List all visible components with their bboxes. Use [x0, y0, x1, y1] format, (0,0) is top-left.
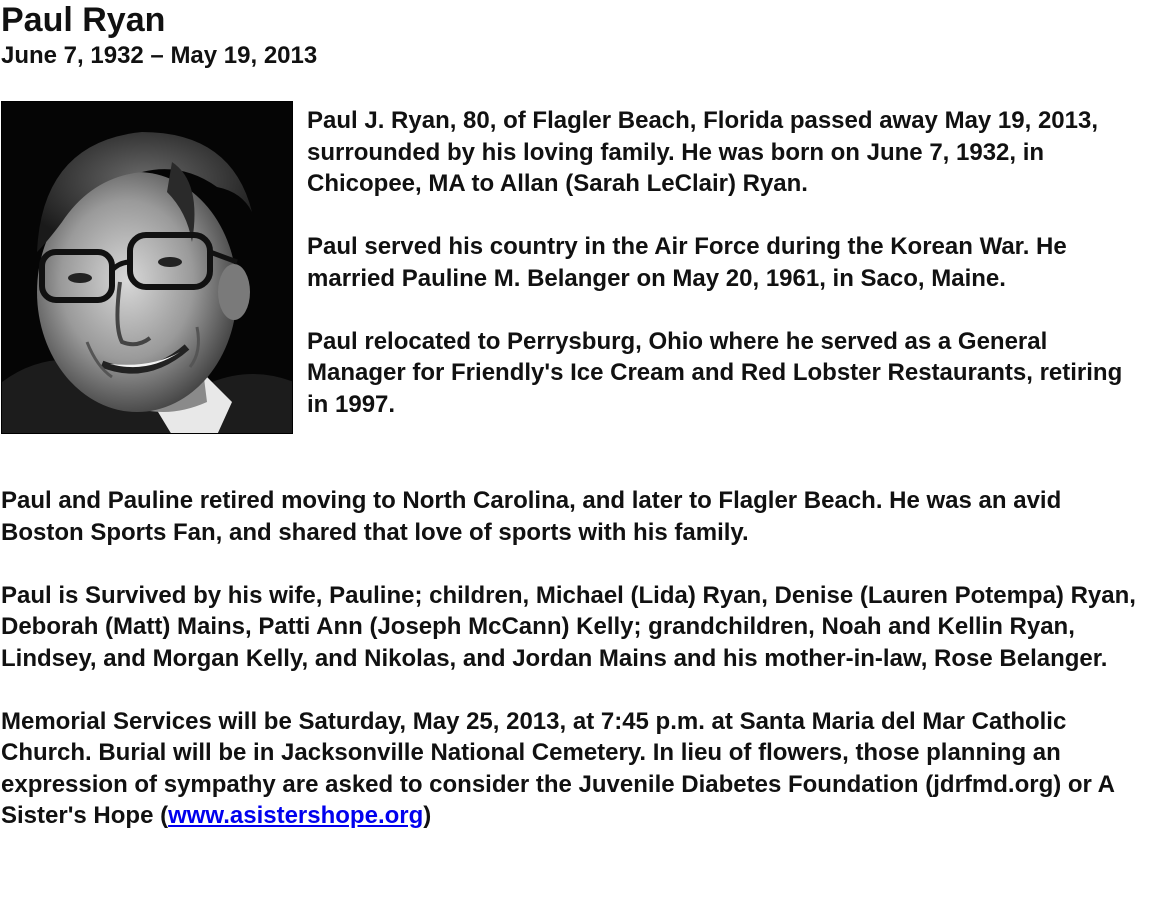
obituary-name: Paul Ryan [1, 1, 166, 39]
body-column [1, 485, 1141, 832]
intro-column [307, 105, 1137, 420]
paragraph-retirement: Paul and Pauline retired moving to North Carolina, and later to Flagler Beach. He was an avid Boston Sports Fan, and shared that love of sports with his family. [1, 487, 1062, 546]
memorial-text: Memorial Services will be Saturday, May 25, 2013, at 7:45 p.m. at Santa Maria del Mar Catholic Church. Burial will be in Jacksonville National Cemetery. In lieu of flowers, those planning an expression of sympathy are asked to consider the Juvenile Diabetes Foundation (jdrfmd.org) or A Sister's Hope ( [1, 707, 1115, 829]
paragraph-career: Paul relocated to Perrysburg, Ohio where he served as a General Manager for Friendly's Ice Cream and Red Lobster Restaurants, retiring in 1997. [307, 327, 1123, 418]
paragraph-service: Paul served his country in the Air Force during the Korean War. He married Pauline M. Belanger on May 20, 1961, in Saco, Maine. [307, 233, 1067, 292]
paragraph-memorial [1, 706, 1141, 832]
paragraph-birth: Paul J. Ryan, 80, of Flagler Beach, Florida passed away May 19, 2013, surrounded by his loving family. He was born on June 7, 1932, in Chicopee, MA to Allan (Sarah LeClair) Ryan. [307, 107, 1099, 197]
paragraph-survivors: Paul is Survived by his wife, Pauline; children, Michael (Lida) Ryan, Denise (Lauren Potempa) Ryan, Deborah (Matt) Mains, Patti Ann (Joseph McCann) Kelly; grandchildren, Noah and Kellin Ryan, Lindsey, and Morgan Kelly, and Nikolas, and Jordan Mains and his mother-in-law, Rose Belanger. [1, 581, 1136, 672]
memorial-text-end: ) [423, 802, 432, 829]
portrait-photo [1, 101, 293, 434]
life-dates: June 7, 1932 – May 19, 2013 [1, 42, 318, 69]
sisters-hope-link[interactable]: www.asistershope.org [168, 802, 424, 829]
